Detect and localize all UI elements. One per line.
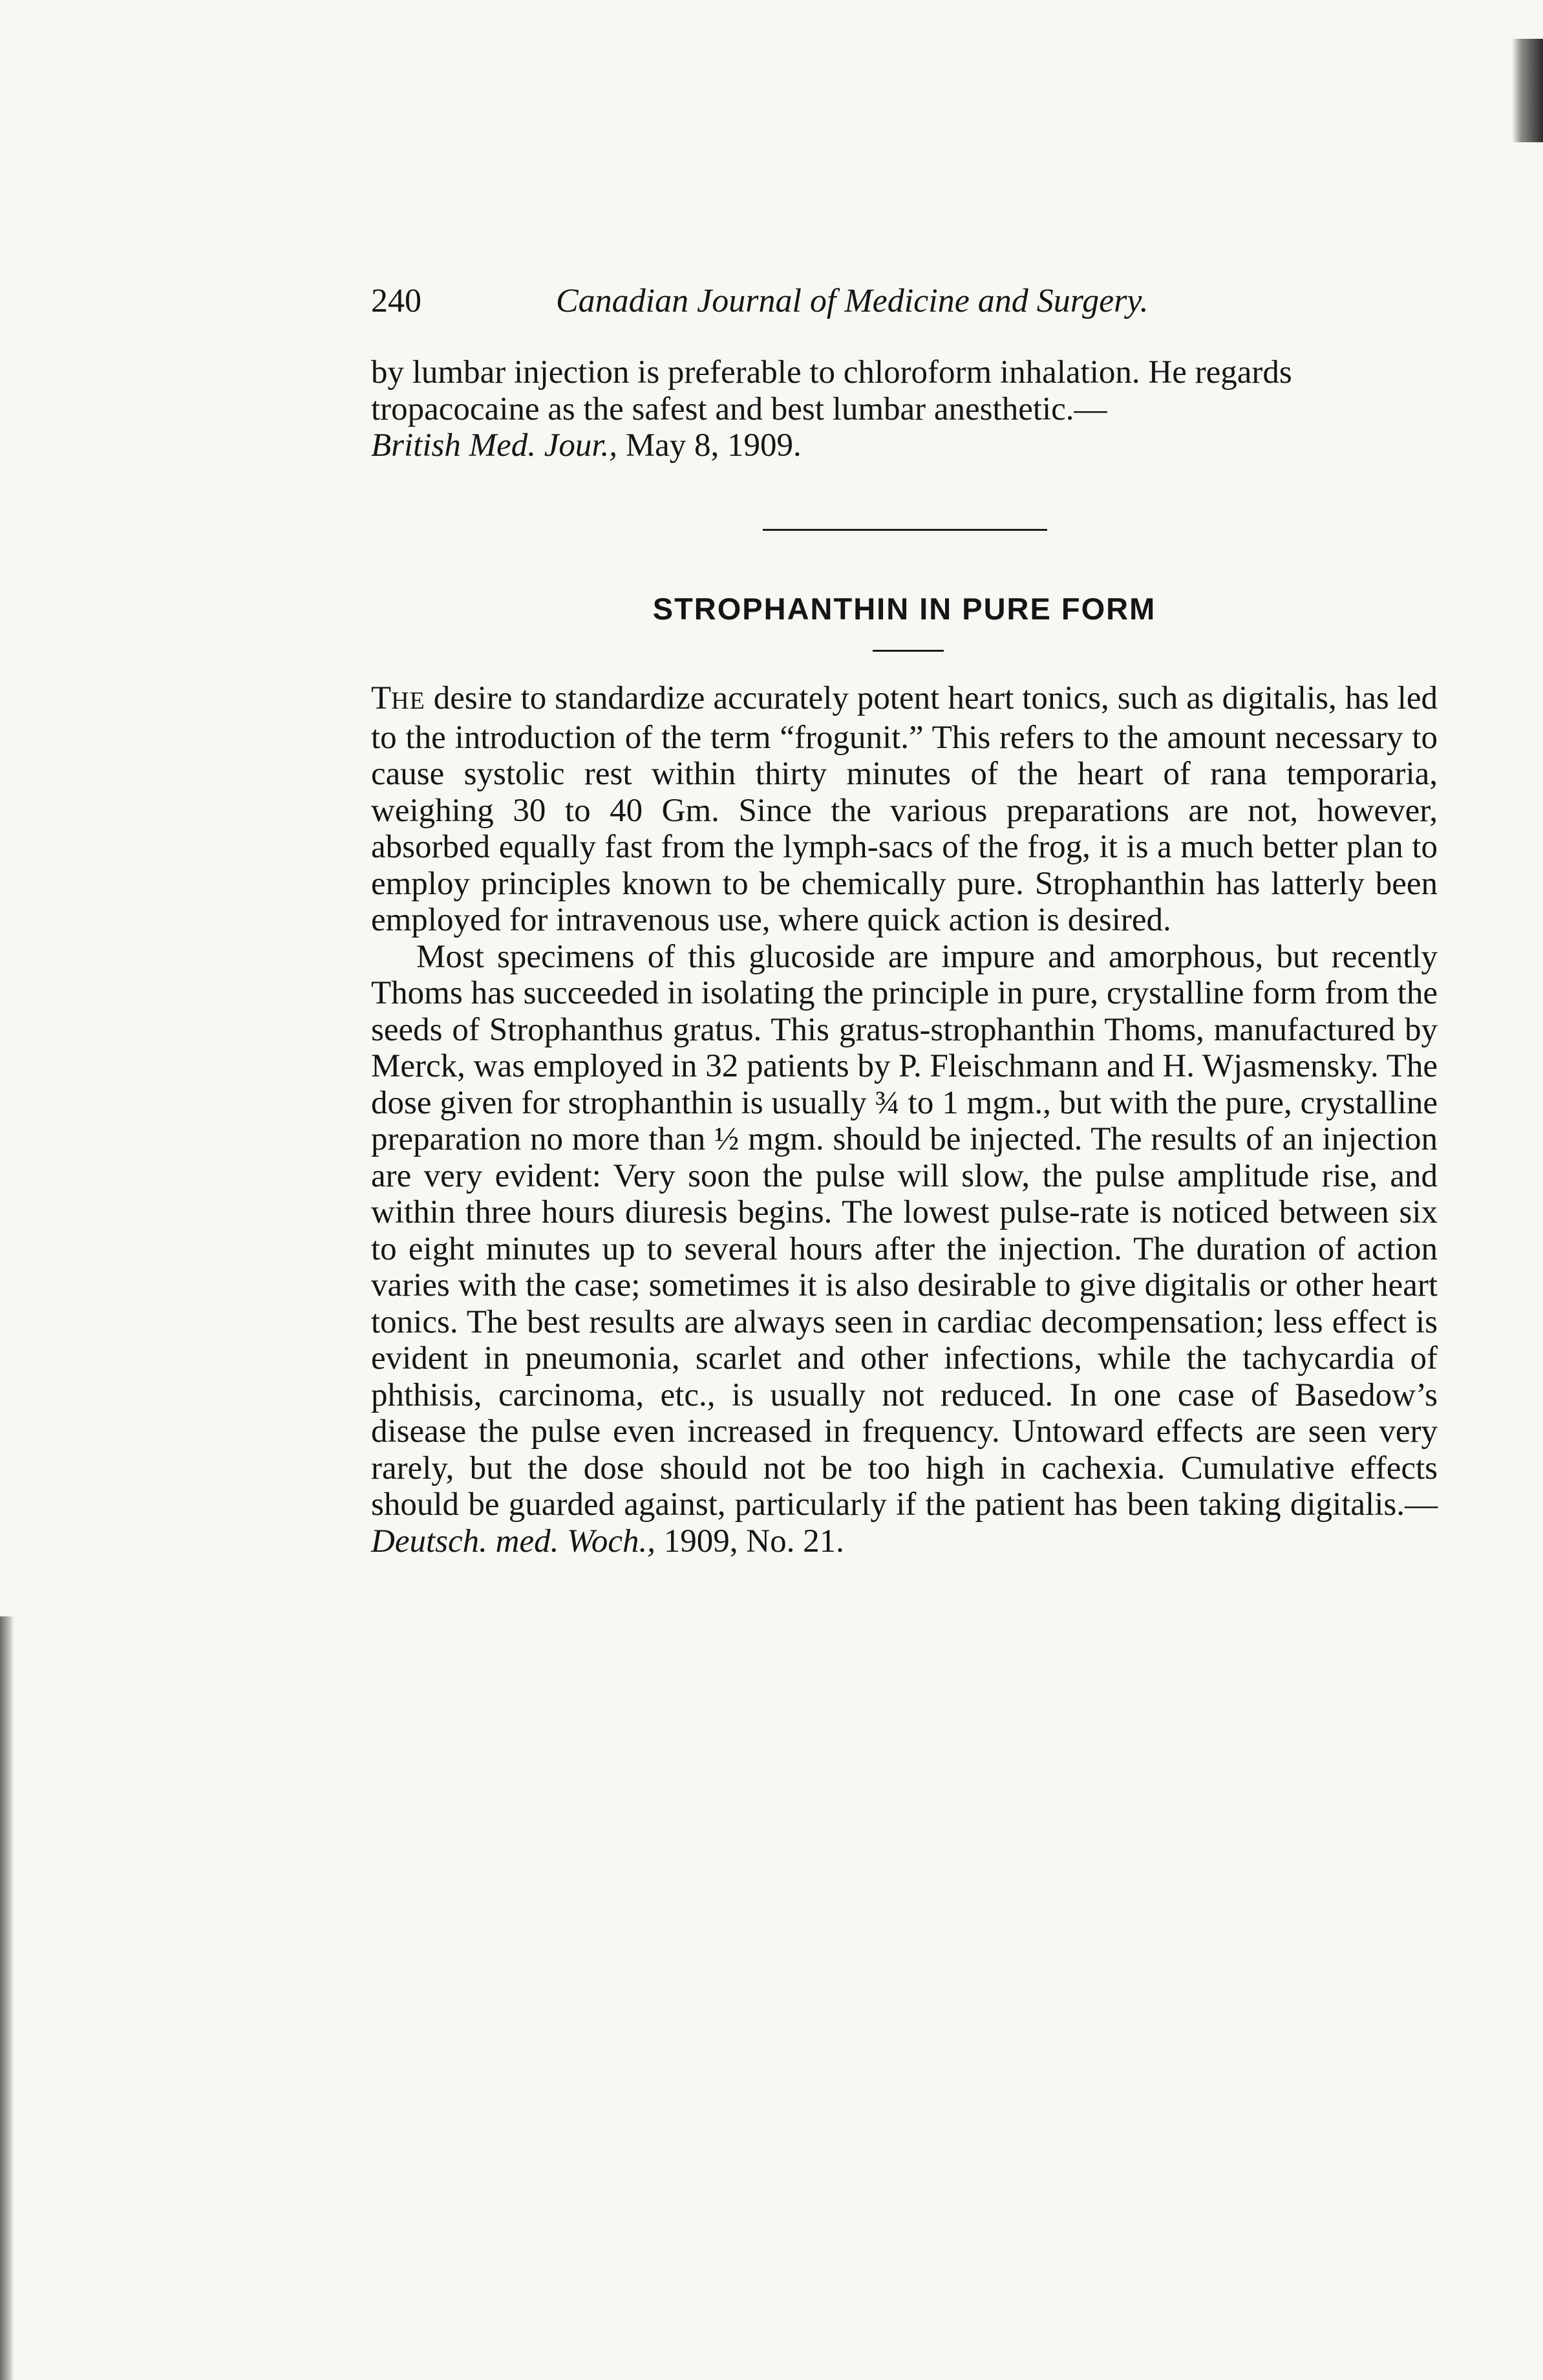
article-paragraph-1 bbox=[371, 680, 1438, 939]
paragraph-2-text: Most specimens of this glucoside are impure and amorphous, but recently Thoms has succeeded in isolating the principle in pure, crystalline form from the seeds of Strophanthus gratus. This gratus-strophanthin Thoms, manufactured by Merck, was employed in 32 patients by P. Fleischmann and H. Wjasmensky. The dose given for strophanthin is usually ¾ to 1 mgm., but with the pure, crystalline preparation no more than ½ mgm. should be injected. The results of an injection are very evident: Very soon the pulse will slow, the pulse amplitude rise, and within three hours diuresis begins. The lowest pulse-rate is noticed between six to eight minutes up to several hours after the injection. The duration of action varies with the case; sometimes it is also desirable to give digitalis or other heart tonics. The best results are always seen in cardiac decompensation; less effect is evident in pneumonia, scarlet and other infections, while the tachycardia of phthisis, carcinoma, etc., is usually not reduced. In one case of Basedow’s disease the pulse even increased in frequency. Untoward effects are seen very rarely, but the dose should not be too high in cachexia. Cumulative effects should be guarded against, particularly if the patient has been taking digitalis.— bbox=[371, 938, 1438, 1523]
article-paragraph-2 bbox=[371, 939, 1438, 1560]
article-title: STROPHANTHIN IN PURE FORM bbox=[652, 592, 1156, 626]
title-underline bbox=[873, 650, 944, 652]
page-edge-mark bbox=[1512, 39, 1543, 142]
section-divider bbox=[763, 529, 1047, 531]
journal-title: Canadian Journal of Medicine and Surgery. bbox=[556, 283, 1149, 319]
previous-article-continuation bbox=[371, 354, 1438, 464]
continuation-citation-date: May 8, 1909. bbox=[625, 427, 802, 464]
page-binding-shadow bbox=[0, 1616, 14, 2380]
continuation-text: by lumbar injection is preferable to chloroform inhalation. He regards tropacocaine as the safest and best lumbar anesthetic.— bbox=[371, 354, 1292, 427]
article-citation-source: Deutsch. med. Woch., bbox=[371, 1523, 656, 1560]
continuation-paragraph bbox=[371, 354, 1438, 464]
running-head bbox=[371, 282, 1438, 334]
page-number: 240 bbox=[371, 283, 421, 319]
first-word-small-caps: HE bbox=[391, 687, 425, 714]
article-body bbox=[371, 680, 1438, 1560]
paragraph-1-text: desire to standardize accurately potent heart tonics, such as digitalis, has led to the introduction of the term “frogunit.” This refers to the amount necessary to cause systolic rest within thirty minutes of the heart of rana temporaria, weighing 30 to 40 Gm. Since the various preparations are not, however, absorbed equally fast from the lymph-sacs of the frog, it is a much better plan to employ principles known to be chemically pure. Strophanthin has latterly been employed for intravenous use, where quick action is desired. bbox=[371, 680, 1438, 938]
continuation-citation-source: British Med. Jour., bbox=[371, 427, 618, 464]
article-citation-date: 1909, No. 21. bbox=[663, 1523, 844, 1560]
first-word-capital: T bbox=[371, 680, 392, 716]
